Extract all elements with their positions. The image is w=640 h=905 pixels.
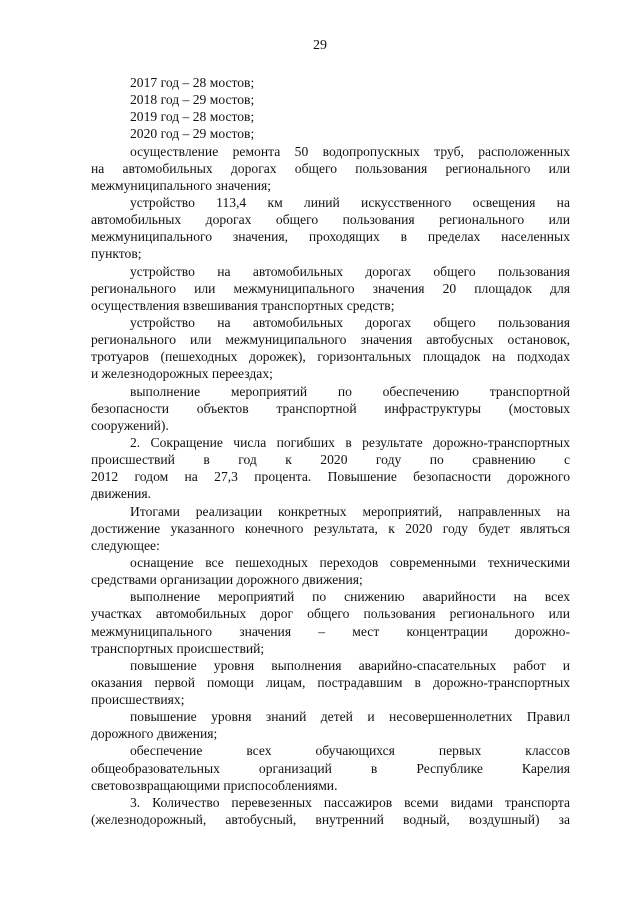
- text-line: регионального или межмуниципального значения автобусных остановок,: [91, 332, 570, 348]
- text-line: повышение уровня выполнения аварийно-спасательных работ и: [130, 657, 570, 673]
- text-line: регионального или межмуниципального значения 20 площадок для: [91, 280, 570, 296]
- text-line: общеобразовательных организаций в Республике Карелия: [91, 760, 570, 776]
- text-line: Итогами реализации конкретных мероприятий, направленных на: [130, 503, 570, 519]
- text-line: межмуниципального значения – мест концентрации дорожно-: [91, 623, 570, 639]
- text-line: происшествиях;: [91, 692, 185, 708]
- text-line: 2. Сокращение числа погибших в результате дорожно-транспортных: [130, 434, 570, 450]
- text-line: пунктов;: [91, 246, 142, 262]
- text-line: на автомобильных дорогах общего пользования регионального или: [91, 160, 570, 176]
- text-line: происшествий в год к 2020 году по сравнению с: [91, 452, 570, 468]
- text-line: сооружений).: [91, 417, 169, 433]
- text-line: световозвращающими приспособлениями.: [91, 777, 338, 793]
- text-line: устройство на автомобильных дорогах общего пользования: [130, 263, 570, 279]
- text-line: дорожного движения;: [91, 726, 218, 742]
- text-line: осуществления взвешивания транспортных средств;: [91, 297, 395, 313]
- text-line: осуществление ремонта 50 водопропускных труб, расположенных: [130, 143, 570, 159]
- text-line: устройство на автомобильных дорогах общего пользования: [130, 314, 570, 330]
- text-line: (железнодорожный, автобусный, внутренний водный, воздушный) за: [91, 812, 570, 828]
- text-line: следующее:: [91, 537, 160, 553]
- text-line: движения.: [91, 486, 152, 502]
- text-line: достижение указанного конечного результата, к 2020 году будет являться: [91, 520, 570, 536]
- page-number: 29: [313, 38, 327, 53]
- text-line: средствами организации дорожного движения;: [91, 572, 363, 588]
- text-line: 2018 год – 29 мостов;: [130, 92, 255, 108]
- text-line: и железнодорожных переездах;: [91, 366, 273, 382]
- text-line: оказания первой помощи лицам, пострадавшим в дорожно-транспортных: [91, 674, 570, 690]
- text-line: транспортных происшествий;: [91, 640, 265, 656]
- text-line: тротуаров (пешеходных дорожек), горизонтальных площадок на подходах: [91, 349, 570, 365]
- text-line: межмуниципального значения, проходящих в пределах населенных: [91, 229, 570, 245]
- text-line: выполнение мероприятий по обеспечению транспортной: [130, 383, 570, 399]
- text-line: выполнение мероприятий по снижению аварийности на всех: [130, 589, 570, 605]
- body-text: [91, 74, 570, 828]
- text-line: безопасности объектов транспортной инфраструктуры (мостовых: [91, 400, 570, 416]
- text-line: автомобильных дорогах общего пользования регионального или: [91, 212, 570, 228]
- text-line: участках автомобильных дорог общего пользования регионального или: [91, 606, 570, 622]
- text-line: устройство 113,4 км линий искусственного освещения на: [130, 194, 570, 210]
- text-line: повышение уровня знаний детей и несовершеннолетних Правил: [130, 709, 570, 725]
- text-line: 2017 год – 28 мостов;: [130, 75, 255, 90]
- text-line: обеспечение всех обучающихся первых классов: [130, 743, 570, 759]
- text-line: оснащение все пешеходных переходов современными техническими: [130, 554, 570, 570]
- text-line: межмуниципального значения;: [91, 177, 272, 193]
- text-line: 3. Количество перевезенных пассажиров всеми видами транспорта: [130, 794, 570, 810]
- text-line: 2020 год – 29 мостов;: [130, 126, 255, 142]
- text-line: 2012 годом на 27,3 процента. Повышение безопасности дорожного: [91, 469, 570, 485]
- text-line: 2019 год – 28 мостов;: [130, 109, 255, 125]
